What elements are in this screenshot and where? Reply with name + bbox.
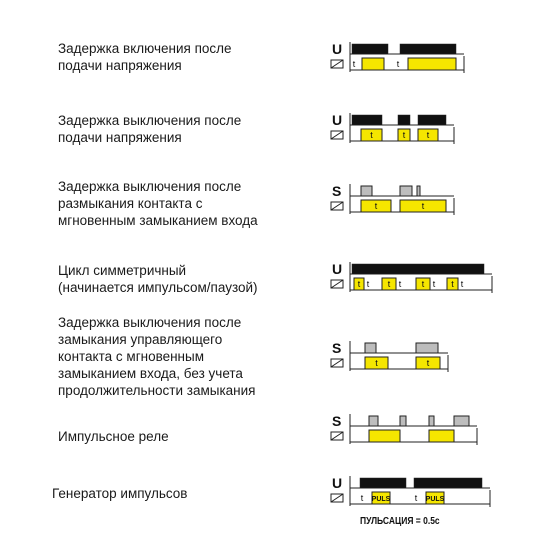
output-pulse	[362, 58, 384, 70]
delay-mark: t	[398, 279, 402, 289]
row-description	[58, 112, 241, 146]
desc-line: продолжительности замыкания	[58, 383, 256, 398]
relay-icon-diagonal	[331, 494, 343, 502]
output-pulse-label: t	[421, 201, 425, 211]
desc-line: Задержка выключения после	[58, 113, 242, 128]
output-pulse-label: t	[370, 130, 373, 140]
desc-line: подачи напряжения	[58, 58, 182, 73]
desc-line: мгновенным замыканием входа	[58, 213, 258, 228]
contact-pulse	[416, 343, 438, 353]
relay-icon-diagonal	[331, 359, 343, 367]
row-description	[58, 262, 258, 296]
delay-mark: t	[460, 279, 464, 289]
supply-pulse	[352, 115, 382, 125]
output-pulse-label: t	[426, 130, 430, 140]
contact-pulse	[429, 416, 434, 426]
output-pulse	[429, 430, 454, 442]
supply-pulse	[352, 44, 388, 54]
desc-line: контакта с мгновенным	[58, 349, 205, 364]
output-pulse-label: PULS	[425, 496, 445, 503]
input-label: S	[332, 413, 342, 429]
output-pulse	[369, 430, 400, 442]
desc-line: Задержка включения после	[58, 41, 232, 56]
pulsation-note: ПУЛЬСАЦИЯ = 0.5с	[360, 516, 440, 527]
relay-icon-diagonal	[331, 131, 343, 139]
row-description	[52, 485, 187, 502]
row-description	[58, 40, 232, 74]
relay-icon-diagonal	[331, 202, 343, 210]
output-pulse-label: t	[387, 279, 391, 289]
output-pulse-label: t	[421, 279, 425, 289]
output-pulse-label: t	[451, 279, 454, 289]
delay-mark: t	[360, 493, 364, 503]
input-label: U	[332, 475, 343, 491]
output-pulse-label: t	[402, 130, 406, 140]
supply-pulse	[352, 264, 484, 274]
delay-mark: t	[366, 279, 370, 289]
row-description	[58, 178, 258, 229]
output-pulse-label: t	[426, 358, 430, 368]
relay-icon-diagonal	[331, 60, 343, 68]
contact-pulse	[361, 186, 372, 196]
output-pulse	[408, 58, 456, 70]
supply-pulse	[418, 115, 446, 125]
row-description	[58, 314, 255, 399]
desc-line: Цикл симметричный	[58, 263, 187, 278]
timing-diagram	[328, 410, 478, 474]
input-label: S	[332, 183, 342, 199]
desc-line: подачи напряжения	[58, 130, 182, 145]
input-label: U	[332, 261, 343, 277]
supply-pulse	[400, 44, 456, 54]
input-label: S	[332, 340, 342, 356]
delay-mark: t	[396, 59, 400, 69]
timing-diagram	[328, 180, 478, 244]
contact-pulse	[369, 416, 378, 426]
input-label: U	[332, 41, 343, 57]
output-pulse-label: t	[375, 358, 378, 368]
delay-mark: t	[352, 59, 356, 69]
output-pulse-label: t	[374, 201, 378, 211]
timing-diagram	[328, 258, 478, 322]
desc-line: Генератор импульсов	[52, 486, 188, 501]
contact-pulse	[400, 186, 412, 196]
desc-line: Импульсное реле	[58, 429, 169, 444]
desc-line: (начинается импульсом/паузой)	[58, 280, 258, 295]
timing-diagram	[328, 337, 478, 401]
delay-mark: t	[414, 493, 418, 503]
row-description	[58, 428, 169, 445]
desc-line: Задержка выключения после	[58, 315, 242, 330]
supply-pulse	[360, 478, 406, 488]
delay-mark: t	[432, 279, 436, 289]
supply-pulse	[398, 115, 410, 125]
timing-diagram	[328, 38, 478, 102]
desc-line: замыканием входа, без учета	[58, 366, 243, 381]
contact-pulse	[454, 416, 469, 426]
timing-diagram	[328, 109, 478, 173]
contact-pulse	[417, 186, 420, 196]
output-pulse-label: t	[357, 279, 361, 289]
contact-pulse	[365, 343, 376, 353]
input-label: U	[332, 112, 343, 128]
desc-line: размыкания контакта с	[58, 196, 203, 211]
desc-line: замыкания управляющего	[58, 332, 223, 347]
relay-icon-diagonal	[331, 280, 343, 288]
output-pulse-label: PULS	[371, 496, 391, 503]
supply-pulse	[414, 478, 482, 488]
desc-line: Задержка выключения после	[58, 179, 242, 194]
contact-pulse	[400, 416, 406, 426]
relay-icon-diagonal	[331, 432, 343, 440]
